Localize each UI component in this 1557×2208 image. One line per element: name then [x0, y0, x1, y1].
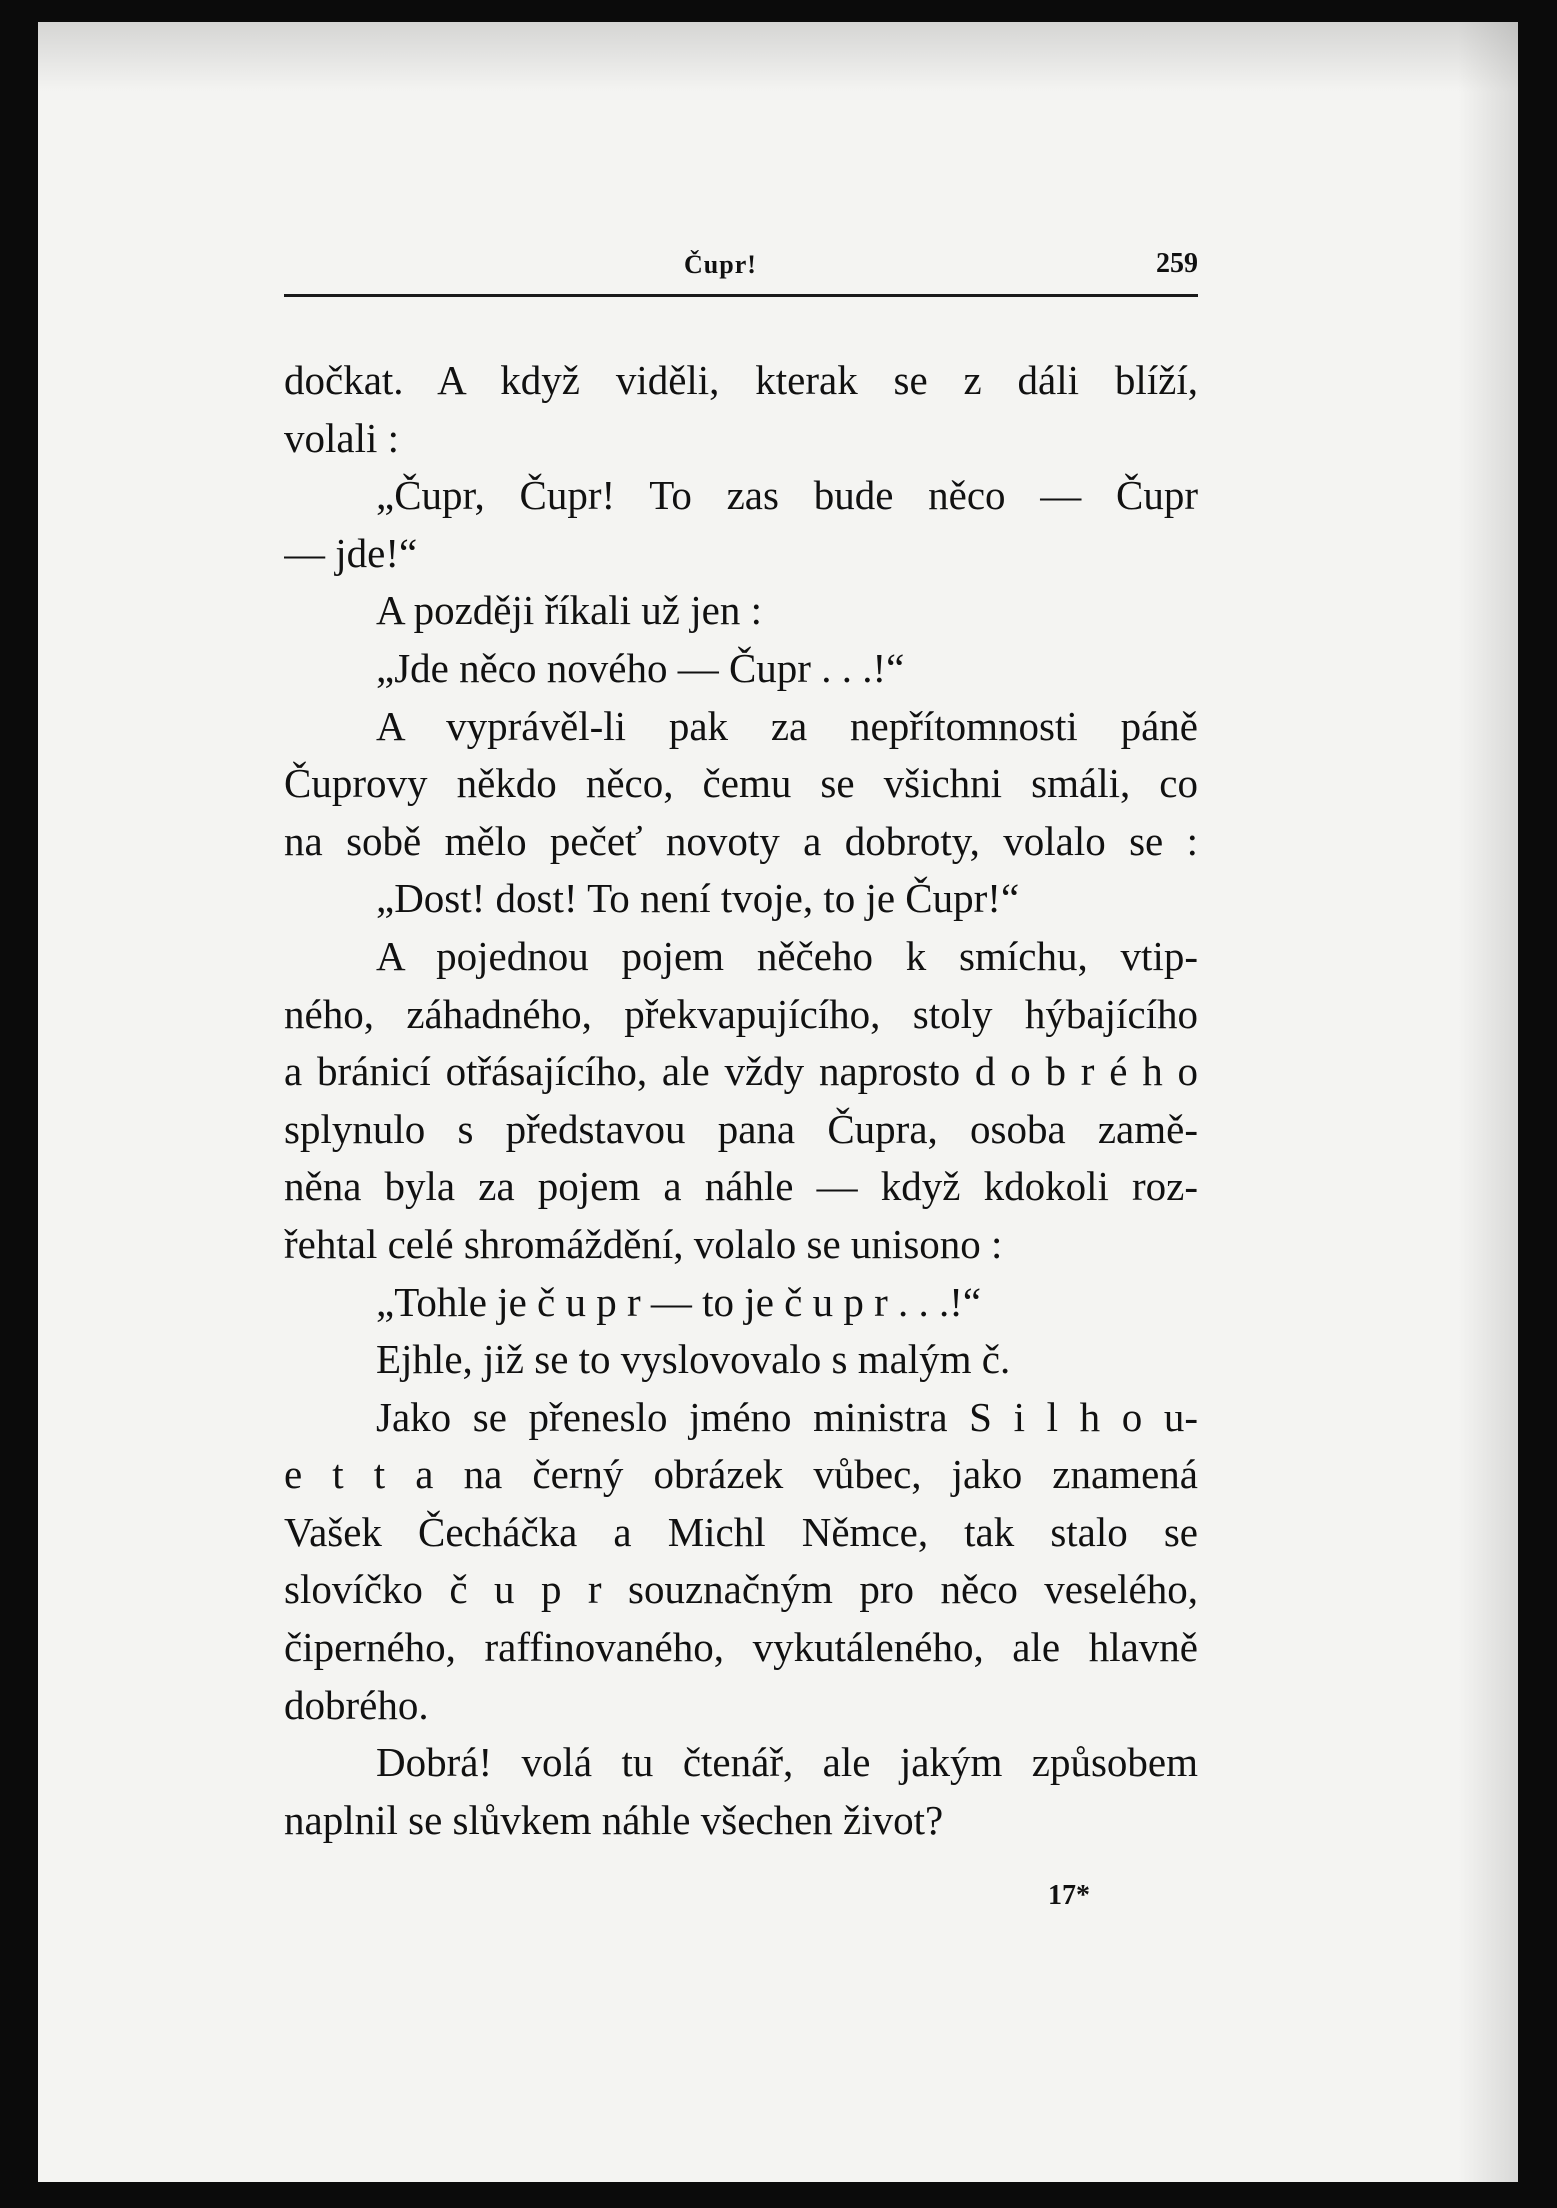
text-line: A vyprávěl-li pak za nepřítomnosti páně: [376, 702, 1198, 749]
text-line: e t t a na černý obrázek vůbec, jako znamená: [284, 1451, 1198, 1498]
text-line: Ejhle, již se to vyslovovalo s malým č.: [376, 1336, 1011, 1383]
signature-mark: 17*: [1048, 1880, 1090, 1911]
page-header: [284, 246, 1198, 297]
running-head: Čupr!: [684, 250, 757, 279]
body-text: [284, 352, 1198, 1849]
text-line: něna byla za pojem a náhle — když kdokoli roz-: [284, 1163, 1198, 1210]
text-line: volali :: [284, 414, 400, 461]
text-line: A pojednou pojem něčeho k smíchu, vtip-: [376, 932, 1198, 979]
text-line: dobrého.: [284, 1681, 429, 1728]
text-line: řehtal celé shromáždění, volalo se unisono :: [284, 1220, 1003, 1267]
text-line: „Dost! dost! To není tvoje, to je Čupr!“: [376, 875, 1020, 922]
text-line: Dobrá! volá tu čtenář, ale jakým způsobem: [376, 1739, 1198, 1786]
text-line: a bránicí otřásajícího, ale vždy naprosto d o b r é h o: [284, 1048, 1198, 1095]
page-number: 259: [1156, 248, 1198, 279]
text-line: slovíčko č u p r souznačným pro něco veselého,: [284, 1566, 1198, 1613]
text-line: splynulo s představou pana Čupra, osoba zamě-: [284, 1105, 1198, 1152]
text-line: — jde!“: [284, 529, 418, 576]
text-line: Vašek Čecháčka a Michl Němce, tak stalo se: [284, 1508, 1198, 1555]
text-line: „Jde něco nového — Čupr . . .!“: [376, 644, 905, 691]
text-line: naplnil se slůvkem náhle všechen život?: [284, 1796, 944, 1843]
text-line: ného, záhadného, překvapujícího, stoly hýbajícího: [284, 990, 1198, 1037]
text-line: A později říkali už jen :: [376, 587, 762, 634]
text-line: Čuprovy někdo něco, čemu se všichni smáli, co: [284, 760, 1198, 807]
text-line: „Čupr, Čupr! To zas bude něco — Čupr: [376, 472, 1198, 519]
book-page: [38, 22, 1518, 2182]
text-line: čiperného, raffinovaného, vykutáleného, ale hlavně: [284, 1624, 1198, 1671]
text-line: na sobě mělo pečeť novoty a dobroty, volalo se :: [284, 817, 1198, 864]
text-line: dočkat. A když viděli, kterak se z dáli blíží,: [284, 357, 1198, 403]
text-line: Jako se přeneslo jméno ministra S i l h o u-: [376, 1393, 1198, 1440]
text-line: „Tohle je č u p r — to je č u p r . . .!“: [376, 1278, 982, 1325]
